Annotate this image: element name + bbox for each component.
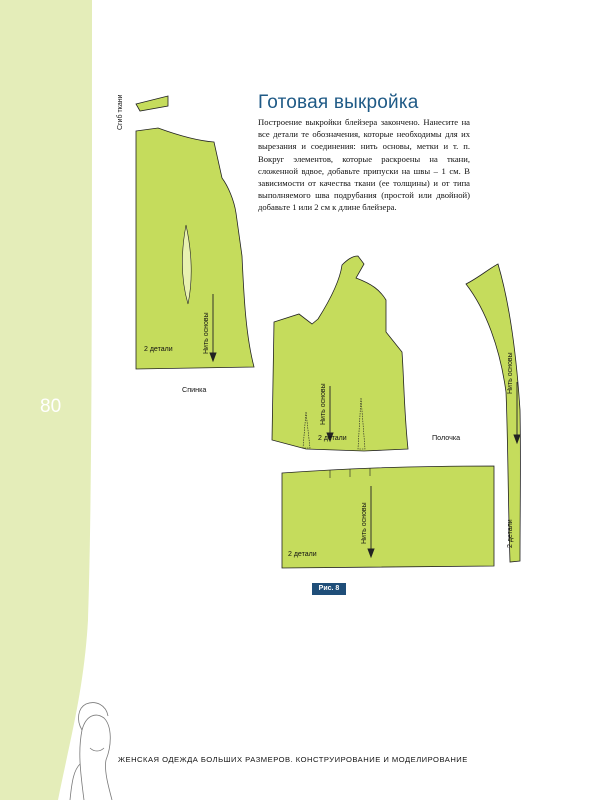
hem-count-label: 2 детали <box>288 551 317 558</box>
article-text: Построение выкройки блейзера закончено. Нанесите на все детали те обозначения, которые необходимы для их вырезания и соединения: нить основы, метки и т. п. Вокруг элементов, которые раскроены на ткани, сложенной вдвое, добавьте припуски на швы – 1 см. В зависимости от качества ткани (ее толщины) и от типа выполняемого шва подрубания (простой или двойной) добавьте 1 или 2 см к длине блейзера. <box>258 117 470 213</box>
front-pattern-piece <box>272 256 408 451</box>
page-footer: ЖЕНСКАЯ ОДЕЖДА БОЛЬШИХ РАЗМЕРОВ. КОНСТРУИРОВАНИЕ И МОДЕЛИРОВАНИЕ <box>118 755 468 764</box>
front-count-label: 2 детали <box>318 435 347 442</box>
facing-count-label: 2 детали <box>507 519 514 548</box>
front-grain-label: Нить основы <box>320 383 327 425</box>
facing-grain-label: Нить основы <box>507 352 514 394</box>
back-grain-label: Нить основы <box>203 312 210 354</box>
back-name-label: Спинка <box>182 385 207 394</box>
back-count-label: 2 детали <box>144 346 173 353</box>
back-pattern-piece <box>136 128 254 369</box>
hem-grain-label: Нить основы <box>361 502 368 544</box>
page-number: 80 <box>40 396 62 417</box>
figure-label: Рис. 8 <box>312 583 346 595</box>
page-title: Готовая выкройка <box>258 92 419 113</box>
front-name-label: Полочка <box>432 433 461 442</box>
woman-illustration <box>70 703 112 800</box>
fold-label: Сгиб ткани <box>117 94 124 130</box>
back-collar-piece <box>136 96 168 111</box>
